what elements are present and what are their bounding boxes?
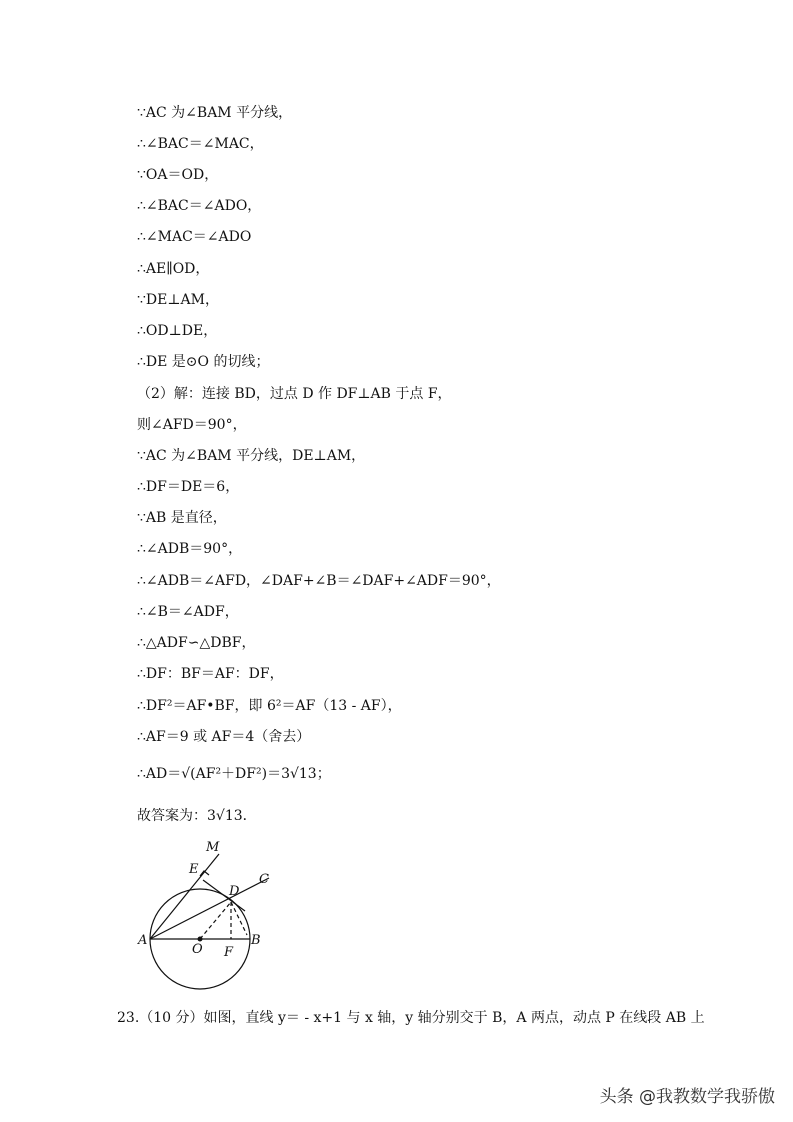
label-e: E (189, 862, 199, 877)
proof-line: ∵OA＝OD， (137, 167, 219, 183)
label-m: M (206, 840, 220, 855)
watermark: 头条 @我教数学我骄傲 (599, 1087, 775, 1107)
proof-line: ∴∠BAC＝∠ADO， (137, 198, 262, 214)
ray-am (150, 854, 219, 939)
proof-line: ∴DF²＝AF•BF，即 6²＝AF（13 - AF）， (137, 698, 402, 714)
label-f: F (224, 945, 234, 960)
proof-line: ∴∠ADB＝90°， (137, 541, 243, 557)
proof-line: ∴∠MAC＝∠ADO (137, 229, 252, 245)
proof-line: ∵AB 是直径， (137, 510, 227, 526)
geometry-figure (130, 835, 290, 995)
proof-line: ∴AD＝√(AF²＋DF²)＝3√13； (137, 766, 331, 782)
proof-line: 则∠AFD＝90°， (137, 417, 247, 433)
label-a: A (138, 933, 148, 948)
proof-line: ∴DF＝DE＝6， (137, 479, 240, 495)
proof-line: ∵AC 为∠BAM 平分线，DE⊥AM， (137, 448, 366, 464)
label-c: C (259, 872, 269, 887)
label-o: O (192, 942, 203, 957)
proof-line: ∴∠ADB＝∠AFD，∠DAF+∠B＝∠DAF+∠ADF＝90°， (137, 573, 501, 589)
proof-line: ∴DF：BF＝AF：DF， (137, 666, 284, 682)
label-b: B (251, 933, 261, 948)
proof-line: ∵DE⊥AM， (137, 292, 219, 308)
label-d: D (229, 884, 240, 899)
proof-line: ∵AC 为∠BAM 平分线， (137, 105, 293, 121)
proof-line: ∴△ADF∽△DBF， (137, 635, 256, 651)
proof-line: 故答案为：3√13． (137, 808, 257, 824)
proof-line: ∴∠BAC＝∠MAC， (137, 136, 264, 152)
ray-ac (150, 878, 269, 939)
proof-line: ∴OD⊥DE， (137, 323, 218, 339)
proof-line: ∴AF＝9 或 AF＝4（舍去） (137, 729, 311, 745)
proof-line: ∴AE∥OD， (137, 261, 210, 277)
proof-line: ∴DE 是⊙O 的切线； (137, 354, 270, 370)
right-angle-mark (200, 871, 209, 876)
question-23: 23.（10 分）如图，直线 y＝ - x+1 与 x 轴，y 轴分别交于 B，A 两点，动点 P 在线段 AB 上 (117, 1010, 705, 1026)
proof-line: ∴∠B＝∠ADF， (137, 604, 239, 620)
proof-line: （2）解：连接 BD，过点 D 作 DF⊥AB 于点 F， (137, 386, 452, 402)
